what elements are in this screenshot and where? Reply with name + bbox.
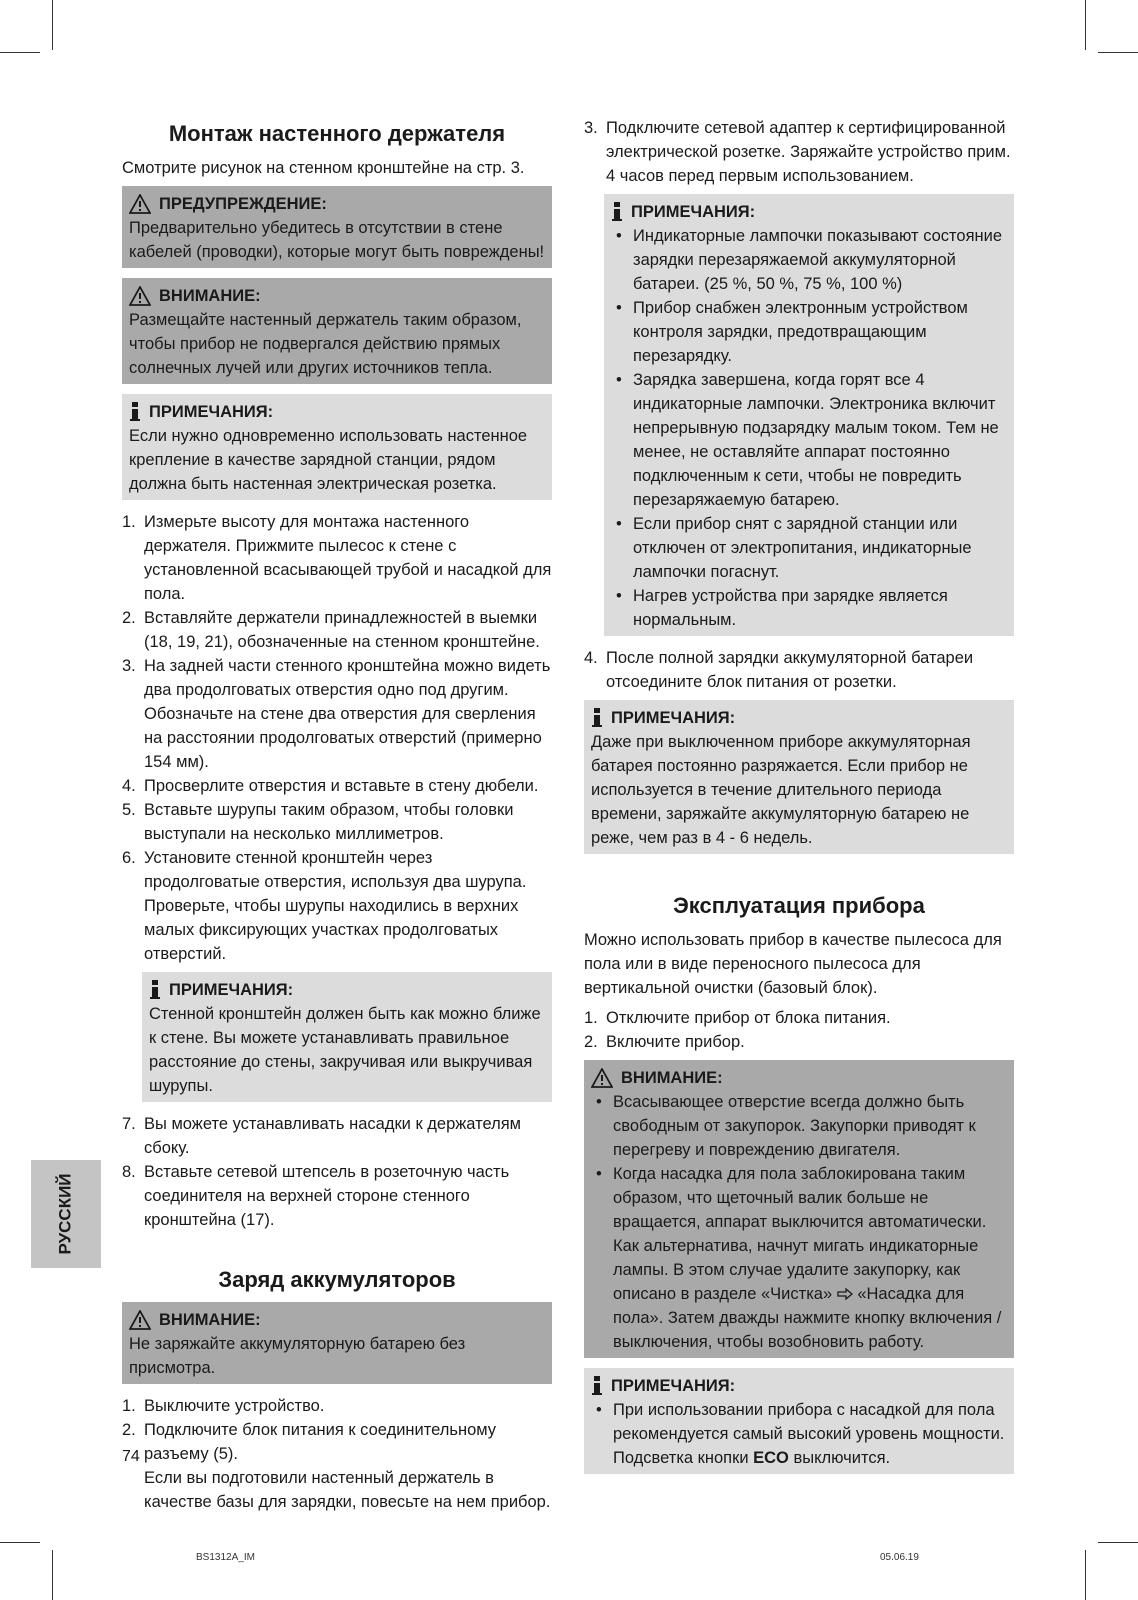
caution-box bbox=[122, 278, 552, 384]
crop-mark bbox=[1085, 1550, 1086, 1600]
arrow-right-icon bbox=[837, 1288, 853, 1300]
page-number: 74 bbox=[122, 1448, 140, 1465]
caution-text: Размещайте настенный держатель таким образом, чтобы прибор не подвергался действию прямых солнечных лучей или других источников тепла. bbox=[129, 311, 522, 377]
list-item: • Зарядка завершена, когда горят все 4 индикаторные лампочки. Электроника включит непрерывную подзарядку малым током. Тем не менее, не оставляйте аппарат постоянно подключенным к сети, чтобы не повредить перезаряжаемую батарею. bbox=[611, 368, 1007, 512]
note-title: ПРИМЕЧАНИЯ: bbox=[611, 709, 736, 727]
warning-box bbox=[122, 186, 552, 268]
right-column bbox=[584, 116, 1014, 1484]
caution-triangle-icon bbox=[129, 286, 151, 306]
list-item: 2. Вставляйте держатели принадлежностей в выемки (18, 19, 21), обозначенные на стенном кронштейне. bbox=[122, 609, 540, 651]
caution-title: ВНИМАНИЕ: bbox=[159, 1311, 261, 1329]
warning-text: Предварительно убедитесь в отсутствии в стене кабелей (проводки), которые могут быть повреждены! bbox=[129, 219, 545, 261]
footer-date: 05.06.19 bbox=[880, 1552, 919, 1563]
note-bullets bbox=[591, 1398, 1007, 1470]
info-icon bbox=[591, 708, 603, 728]
caution-box bbox=[584, 1060, 1014, 1358]
operation-steps-list bbox=[584, 1006, 1014, 1054]
language-tab-label: РУССКИЙ bbox=[56, 1173, 75, 1255]
list-item: • Когда насадка для пола заблокирована таким образом, что щеточный валик больше не вращается, аппарат выключится автоматически. Как альтернатива, начнут мигать индикаторные лампы. В этом случае удалите закупорку, как описано в разделе «Чистка» «Насадка для пола». Затем дважды нажмите кнопку включения / выключения, чтобы возобновить работу. bbox=[591, 1162, 1007, 1354]
info-icon bbox=[129, 402, 141, 422]
note-title: ПРИМЕЧАНИЯ: bbox=[631, 203, 756, 221]
list-item: 4. Просверлите отверстия и вставьте в стену дюбели. bbox=[122, 777, 539, 795]
intro-text: Смотрите рисунок на стенном кронштейне на стр. 3. bbox=[122, 159, 525, 177]
list-item: • При использовании прибора с насадкой для пола рекомендуется самый высокий уровень мощности. Подсветка кнопки ECO выключится. bbox=[591, 1398, 1007, 1470]
caution-title: ВНИМАНИЕ: bbox=[621, 1069, 723, 1087]
info-icon bbox=[611, 202, 623, 222]
mount-steps-list-cont bbox=[122, 1112, 552, 1232]
crop-mark bbox=[1098, 1542, 1138, 1543]
info-icon bbox=[149, 980, 161, 1000]
caution-text: Не заряжайте аккумуляторную батарею без присмотра. bbox=[129, 1335, 466, 1377]
battery-note-box bbox=[584, 700, 1014, 854]
list-item: 2. Подключите блок питания к соединительному разъему (5). Если вы подготовили настенный держатель в качестве базы для зарядки, повесьте на нем прибор. bbox=[122, 1418, 552, 1514]
charging-steps-list bbox=[122, 1394, 552, 1514]
warning-title: ПРЕДУПРЕЖДЕНИЕ: bbox=[159, 195, 327, 213]
list-item: • Всасывающее отверстие всегда должно быть свободным от закупорок. Закупорки приводят к перегреву и повреждению двигателя. bbox=[591, 1090, 1007, 1162]
intro-text: Можно использовать прибор в качестве пылесоса для пола или в виде переносного пылесоса для вертикальной очистки (базовый блок). bbox=[584, 931, 1002, 997]
eco-label: ECO bbox=[753, 1449, 789, 1467]
caution-triangle-icon bbox=[591, 1068, 613, 1088]
list-item: 4. После полной зарядки аккумуляторной батареи отсоедините блок питания от розетки. bbox=[584, 649, 974, 691]
note-text: Стенной кронштейн должен быть как можно ближе к стене. Вы можете устанавливать правильное расстояние до стены, закручивая или выкручивая шурупы. bbox=[149, 1005, 541, 1095]
note-title: ПРИМЕЧАНИЯ: bbox=[611, 1377, 736, 1395]
crop-mark bbox=[1098, 52, 1138, 53]
section-title-operation: Эксплуатация прибора bbox=[673, 893, 925, 918]
note-bullets bbox=[611, 224, 1007, 632]
section-title-charging: Заряд аккумуляторов bbox=[218, 1267, 456, 1292]
caution-box bbox=[122, 1302, 552, 1384]
list-item: 7. Вы можете устанавливать насадки к держателям сбоку. bbox=[122, 1115, 522, 1157]
charging-steps-cont bbox=[584, 116, 1014, 188]
footer-doc-id: BS1312A_IM bbox=[196, 1552, 255, 1563]
list-item: 6. Установите стенной кронштейн через продолговатые отверстия, используя два шурупа. Проверьте, чтобы шурупы находились в верхних малых фиксирующих участках продолговатых отверстий. bbox=[122, 849, 527, 963]
language-tab bbox=[31, 1160, 101, 1268]
warning-triangle-icon bbox=[129, 194, 151, 214]
list-item: 2. Включите прибор. bbox=[584, 1033, 745, 1051]
note-text: Если нужно одновременно использовать настенное крепление в качестве зарядной станции, рядом должна быть настенная электрическая розетка. bbox=[129, 427, 528, 493]
list-item: • Нагрев устройства при зарядке является нормальным. bbox=[611, 584, 1007, 632]
eco-note-box bbox=[584, 1368, 1014, 1474]
list-item: 1. Измерьте высоту для монтажа настенного держателя. Прижмите пылесос к стене с установленной всасывающей трубой и насадкой для пола. bbox=[122, 513, 552, 603]
list-item: • Индикаторные лампочки показывают состояние зарядки перезаряжаемой аккумуляторной батареи. (25 %, 50 %, 75 %, 100 %) bbox=[611, 224, 1007, 296]
note-box bbox=[122, 394, 552, 500]
info-icon bbox=[591, 1376, 603, 1396]
list-item: 3. На задней части стенного кронштейна можно видеть два продолговатых отверстия одно под другим. Обозначьте на стене два отверстия для сверления на расстоянии продолговатых отверстий (примерно 154 мм). bbox=[122, 657, 551, 771]
note-title: ПРИМЕЧАНИЯ: bbox=[169, 981, 294, 999]
list-item: 1. Отключите прибор от блока питания. bbox=[584, 1009, 891, 1027]
crop-mark bbox=[52, 0, 53, 50]
crop-mark bbox=[0, 1542, 40, 1543]
crop-mark bbox=[1085, 0, 1086, 50]
crop-mark bbox=[0, 52, 40, 53]
step-extra-text: Если вы подготовили настенный держатель в качестве базы для зарядки, повесьте на нем прибор. bbox=[144, 1469, 551, 1511]
left-column bbox=[122, 116, 552, 1520]
caution-title: ВНИМАНИЕ: bbox=[159, 287, 261, 305]
caution-triangle-icon bbox=[129, 1310, 151, 1330]
list-item: • Если прибор снят с зарядной станции или отключен от электропитания, индикаторные лампочки погаснут. bbox=[611, 512, 1007, 584]
note-text: Даже при выключенном приборе аккумуляторная батарея постоянно разряжается. Если прибор не используется в течение длительного периода времени, заряжайте аккумуляторную батарею не реже, чем раз в 4 - 6 недель. bbox=[591, 733, 971, 847]
note-title: ПРИМЕЧАНИЯ: bbox=[149, 403, 274, 421]
charging-steps-cont-2 bbox=[584, 646, 1014, 694]
list-item: 3. Подключите сетевой адаптер к сертифицированной электрической розетке. Заряжайте устройство прим. 4 часов перед первым использованием. bbox=[584, 119, 1011, 185]
list-item: 5. Вставьте шурупы таким образом, чтобы головки выступали на несколько миллиметров. bbox=[122, 801, 514, 843]
list-item: 8. Вставьте сетевой штепсель в розеточную часть соединителя на верхней стороне стенного кронштейна (17). bbox=[122, 1163, 510, 1229]
section-title-wall-mount: Монтаж настенного держателя bbox=[168, 121, 506, 146]
caution-bullets bbox=[591, 1090, 1007, 1354]
mount-steps-list bbox=[122, 510, 552, 966]
inner-note-box bbox=[142, 972, 552, 1102]
charging-note-box bbox=[604, 194, 1014, 636]
list-item: 1. Выключите устройство. bbox=[122, 1397, 325, 1415]
list-item: • Прибор снабжен электронным устройством контроля зарядки, предотвращающим перезарядку. bbox=[611, 296, 1007, 368]
crop-mark bbox=[52, 1550, 53, 1600]
